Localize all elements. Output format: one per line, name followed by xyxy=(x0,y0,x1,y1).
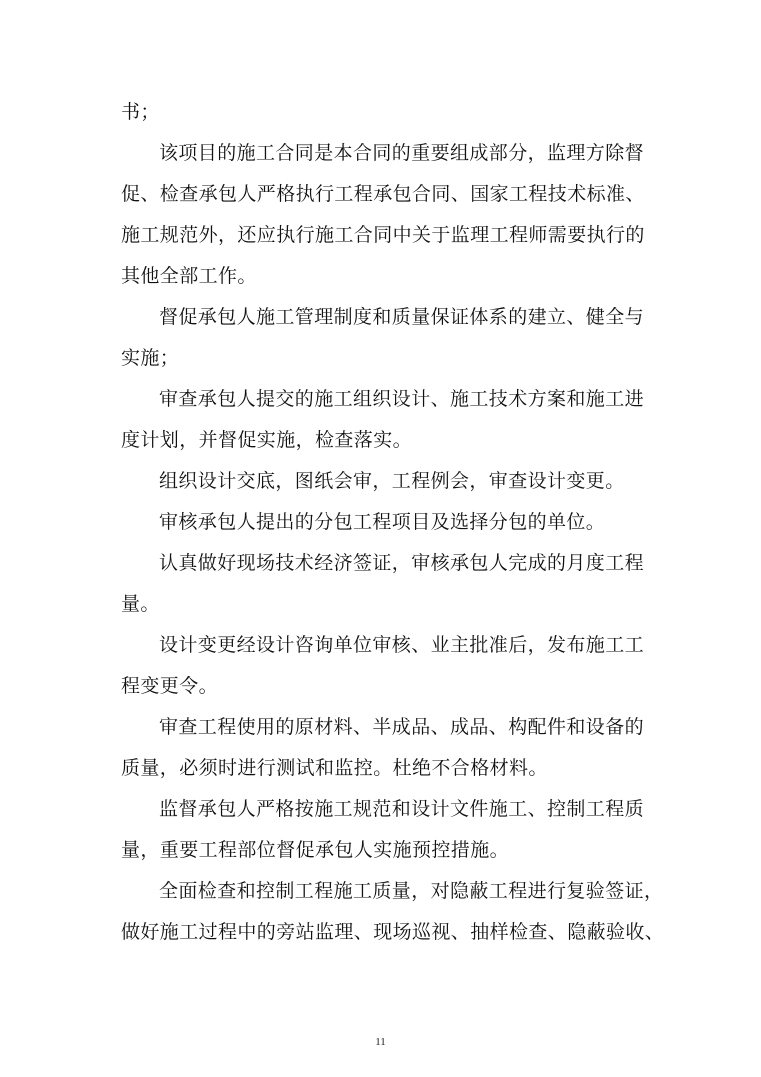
text-line: 全面检查和控制工程施工质量，对隐蔽工程进行复验签证， xyxy=(159,880,664,902)
text-line: 质量，必须时进行测试和监控。杜绝不合格材料。 xyxy=(121,757,548,779)
text-line: 督促承包人施工管理制度和质量保证体系的建立、健全与 xyxy=(159,306,645,328)
text-line: 设计变更经设计咨询单位审核、业主批准后，发布施工工 xyxy=(159,634,645,656)
text-line: 书； xyxy=(121,101,160,123)
text-line: 实施； xyxy=(121,347,180,369)
text-line: 审查工程使用的原材料、半成品、成品、构配件和设备的 xyxy=(159,716,645,738)
body-text xyxy=(121,92,665,953)
text-line: 程变更令。 xyxy=(121,675,219,697)
text-line: 审查承包人提交的施工组织设计、施工技术方案和施工进 xyxy=(159,388,645,410)
text-line: 量。 xyxy=(121,593,160,615)
text-line: 该项目的施工合同是本合同的重要组成部分，监理方除督 xyxy=(159,142,645,164)
text-line: 组织设计交底，图纸会审，工程例会，审查设计变更。 xyxy=(159,470,625,492)
text-line: 施工规范外，还应执行施工合同中关于监理工程师需要执行的 xyxy=(121,224,645,246)
text-line: 其他全部工作。 xyxy=(121,265,257,287)
text-line: 做好施工过程中的旁站监理、现场巡视、抽样检查、隐蔽验收、 xyxy=(121,921,665,943)
text-line: 促、检查承包人严格执行工程承包合同、国家工程技术标准、 xyxy=(121,183,645,205)
text-line: 监督承包人严格按施工规范和设计文件施工、控制工程质 xyxy=(159,798,645,820)
page-number: 11 xyxy=(375,1036,386,1048)
text-line: 认真做好现场技术经济签证，审核承包人完成的月度工程 xyxy=(159,552,645,574)
text-line: 量，重要工程部位督促承包人实施预控措施。 xyxy=(121,839,510,861)
text-line: 审核承包人提出的分包工程项目及选择分包的单位。 xyxy=(159,511,606,533)
text-line: 度计划，并督促实施，检查落实。 xyxy=(121,429,413,451)
